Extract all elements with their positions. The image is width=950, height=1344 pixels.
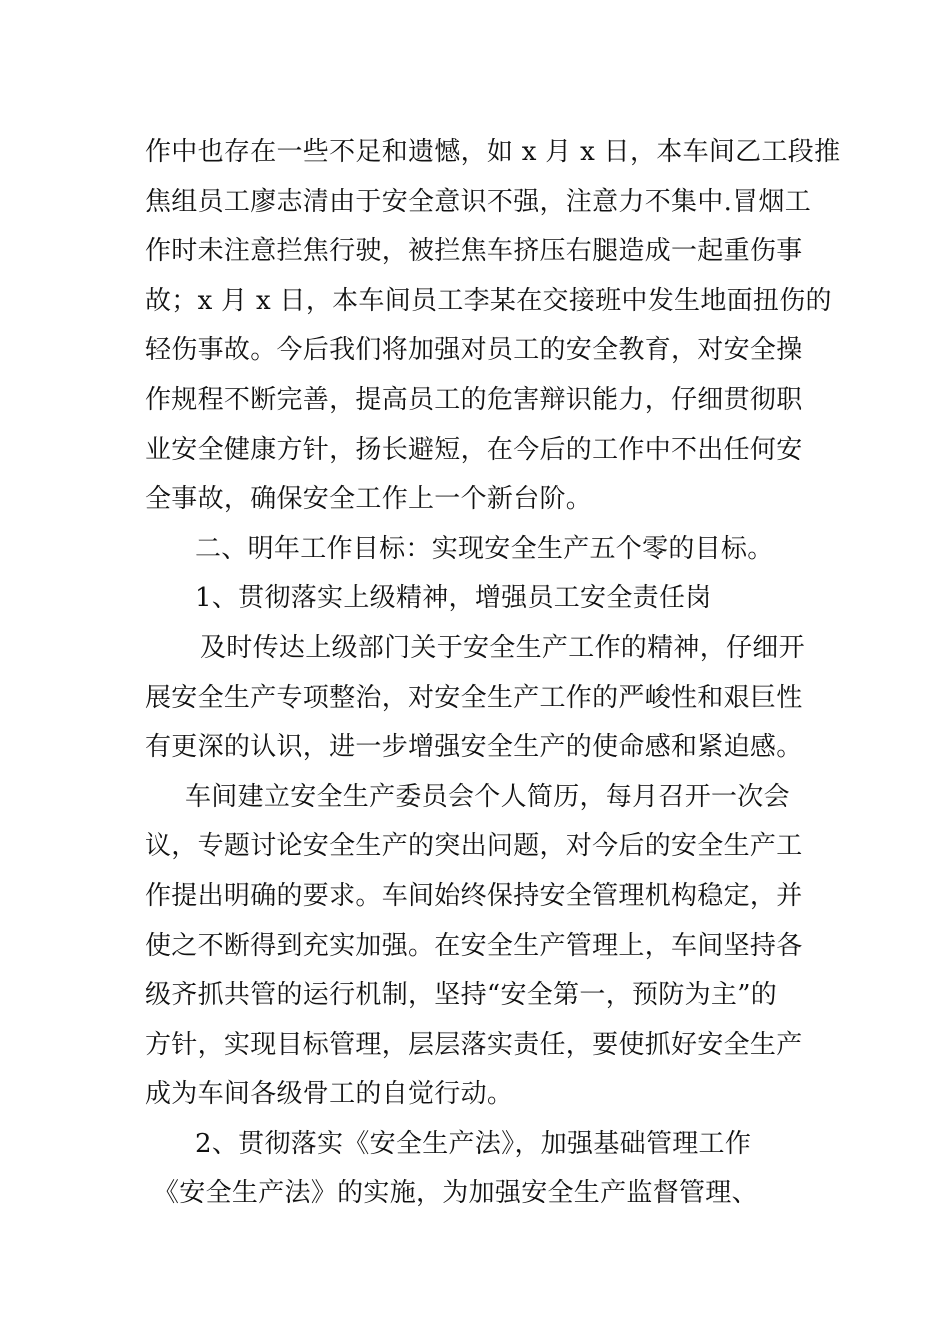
- text-line: 作时未注意拦焦行驶，被拦焦车挤压右腿造成一起重伤事: [145, 236, 803, 267]
- subsection-heading: 1、贯彻落实上级精神，增强员工安全责任岗: [195, 583, 712, 614]
- text-line: 使之不断得到充实加强。在安全生产管理上，车间坚持各: [145, 930, 803, 961]
- subsection-heading: 2、贯彻落实《安全生产法》，加强基础管理工作: [195, 1128, 752, 1159]
- text-line: 作提出明确的要求。车间始终保持安全管理机构稳定，并: [145, 880, 803, 911]
- text-line: 作中也存在一些不足和遗憾，如 x 月 x 日，本车间乙工段推: [145, 137, 841, 167]
- text-line: 展安全生产专项整治，对安全生产工作的严峻性和艰巨性: [145, 682, 803, 713]
- paragraph-first-line: 车间建立安全生产委员会个人简历，每月召开一次会: [185, 781, 790, 812]
- text-line: 全事故，确保安全工作上一个新台阶。: [145, 484, 593, 515]
- text-line: 轻伤事故。今后我们将加强对员工的安全教育，对安全操: [145, 335, 803, 366]
- text-line: 方针，实现目标管理，层层落实责任，要使抓好安全生产: [145, 1029, 803, 1060]
- text-line: 成为车间各级骨工的自觉行动。: [145, 1079, 514, 1110]
- body-text: [145, 128, 841, 1219]
- text-line: 焦组员工廖志清由于安全意识不强，注意力不集中.冒烟工: [145, 186, 812, 217]
- text-line: 作规程不断完善，提高员工的危害辩识能力，仔细贯彻职: [145, 384, 803, 415]
- paragraph-first-line: 《安全生产法》的实施，为加强安全生产监督管理、: [153, 1178, 758, 1209]
- text-line: 级齐抓共管的运行机制，坚持“安全第一，预防为主”的: [145, 980, 778, 1011]
- text-line: 有更深的认识，进一步增强安全生产的使命感和紧迫感。: [145, 732, 803, 763]
- paragraph-first-line: 及时传达上级部门关于安全生产工作的精神，仔细开: [200, 632, 805, 663]
- section-heading: 二、明年工作目标：实现安全生产五个零的目标。: [195, 533, 774, 564]
- text-line: 故；x 月 x 日，本车间员工李某在交接班中发生地面扭伤的: [145, 285, 832, 316]
- text-line: 业安全健康方针，扬长避短，在今后的工作中不出任何安: [145, 434, 803, 465]
- text-line: 议，专题讨论安全生产的突出问题，对今后的安全生产工: [145, 831, 803, 862]
